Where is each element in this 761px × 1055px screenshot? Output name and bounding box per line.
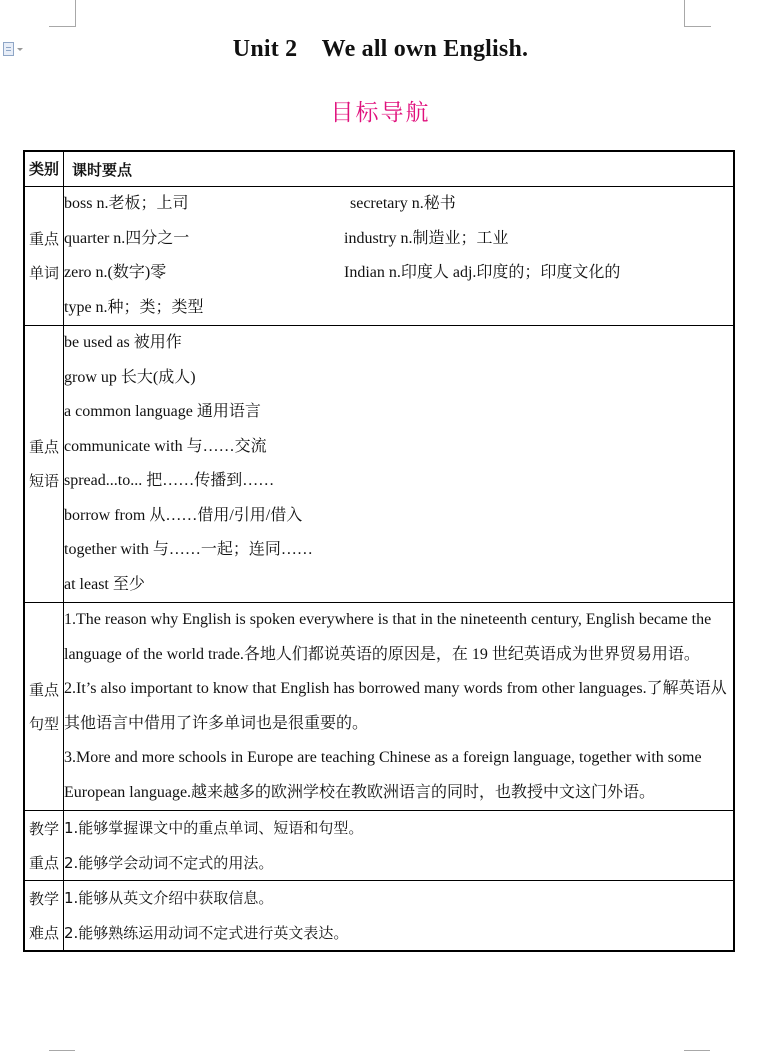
vocab-row <box>24 187 734 326</box>
vocab-line <box>64 256 733 291</box>
vocab-word: industry n.制造业；工业 <box>344 229 509 247</box>
category-line: 难点 <box>28 923 59 942</box>
vocab-word: boss n.老板；上司 <box>64 195 189 212</box>
vocab-word <box>344 291 733 326</box>
header-content-cell: 课时要点 <box>64 151 735 187</box>
crop-mark-bottom-right <box>684 1050 710 1055</box>
category-line: 句型 <box>28 714 59 733</box>
vocab-line <box>64 187 733 222</box>
sentences-category-cell <box>24 603 64 811</box>
phrases-content-cell <box>64 326 735 603</box>
phrase-item: together with 与……一起；连同…… <box>64 541 313 558</box>
key-points-category-cell <box>24 811 64 881</box>
vocab-category-cell <box>24 187 64 326</box>
phrase-item: at least 至少 <box>64 575 145 593</box>
difficulties-row <box>24 881 734 952</box>
category-line: 教学 <box>28 819 59 838</box>
key-points-content-cell <box>64 811 735 881</box>
category-line: 重点 <box>28 853 59 872</box>
vocab-content-cell <box>64 187 735 326</box>
key-point-item: 2.能够学会动词不定式的用法。 <box>64 853 274 872</box>
vocab-line <box>64 222 733 257</box>
phrase-item: be used as 被用作 <box>64 334 182 351</box>
phrases-category-cell <box>24 326 64 603</box>
phrase-item: a common language 通用语言 <box>64 403 261 420</box>
vocab-word: Indian n.印度人 adj.印度的；印度文化的 <box>344 264 621 281</box>
vocab-word: type n.种；类；类型 <box>64 298 204 316</box>
unit-title: Unit 2 We all own English. <box>232 36 529 62</box>
vocab-word: quarter n.四分之一 <box>64 229 190 247</box>
category-line: 短语 <box>28 472 59 490</box>
vocab-word: zero n.(数字)零 <box>64 264 167 281</box>
lesson-points-table <box>23 150 735 952</box>
crop-mark-top-right <box>684 0 711 27</box>
sentences-row <box>24 603 734 811</box>
key-point-item: 1.能够掌握课文中的重点单词、短语和句型。 <box>64 819 364 837</box>
section-subtitle: 目标导航 <box>330 100 431 126</box>
vocab-word: secretary n.秘书 <box>350 195 456 212</box>
category-line: 单词 <box>28 264 59 282</box>
category-line: 重点 <box>28 680 59 699</box>
vocab-line <box>64 291 733 326</box>
difficulty-item: 2.能够熟练运用动词不定式进行英文表达。 <box>64 923 349 942</box>
difficulty-item: 1.能够从英文介绍中获取信息。 <box>64 889 274 907</box>
phrase-item: spread...to... 把……传播到…… <box>64 472 275 489</box>
header-category-cell: 类别 <box>24 151 64 187</box>
category-line: 重点 <box>28 438 59 456</box>
table-header-row <box>24 151 734 187</box>
category-line: 重点 <box>28 230 59 248</box>
sentence-item: 2.It’s also important to know that English has borrowed many words from other languages.了解英语从其他语言中借用了许多单词也是很重要的。 <box>64 680 727 732</box>
category-line: 教学 <box>28 889 59 908</box>
phrase-item: borrow from 从……借用/引用/借入 <box>64 506 303 524</box>
difficulties-category-cell <box>24 881 64 952</box>
sentence-item: 1.The reason why English is spoken everywhere is that in the nineteenth century, English became the language of the world trade.各地人们都说英语的原因是，在 19 世纪英语成为世界贸易用语。 <box>64 611 712 663</box>
crop-mark-top-left <box>49 0 76 27</box>
difficulties-content-cell <box>64 881 735 952</box>
key-points-row <box>24 811 734 881</box>
sentences-content-cell <box>64 603 735 811</box>
phrase-item: grow up 长大(成人) <box>64 368 196 386</box>
crop-mark-bottom-left <box>49 1050 75 1055</box>
sentence-item: 3.More and more schools in Europe are teaching Chinese as a foreign language, together with some European language.越来越多的欧洲学校在教欧洲语言的同时，也教授中文这门外语。 <box>64 749 702 801</box>
phrases-row <box>24 326 734 603</box>
phrase-item: communicate with 与……交流 <box>64 437 267 455</box>
